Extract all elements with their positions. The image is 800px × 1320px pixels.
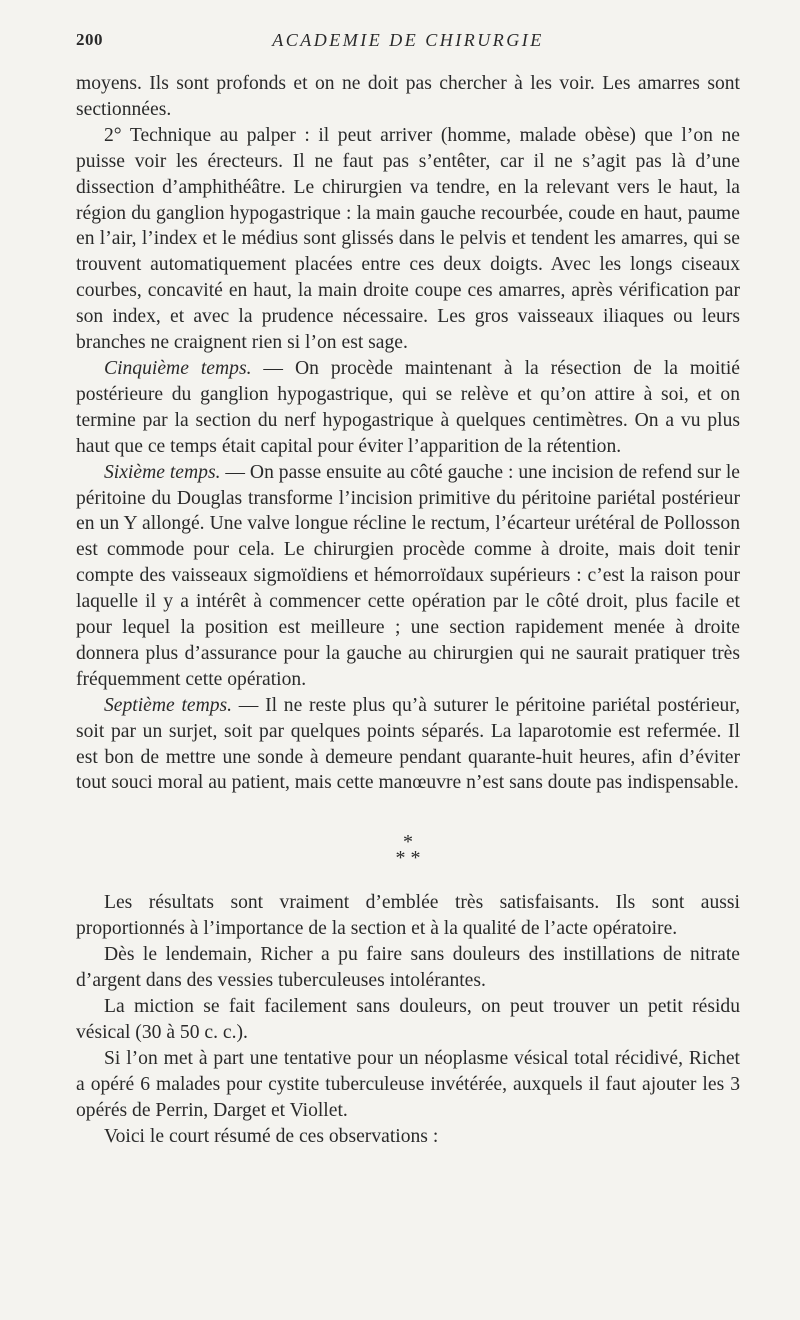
- paragraph: Les résultats sont vraiment d’emblée très satisfaisants. Ils sont aussi proportionnés à l’importance de la section et à la qualité de l’acte opératoire.: [76, 892, 740, 940]
- paragraph-text: 2° Technique au palper : il peut arriver (homme, malade obèse) que l’on ne puisse voir les érecteurs. Il ne faut pas s’entêter, car il ne s’agit pas là d’une dissection d’amphithéâtre. Le chirurgien va tendre, en la relevant vers le haut, la région du ganglion hypogastrique : la main gauche recourbée, coude en haut, paume en l’air, l’index et le médius sont glissés dans le pelvis et tendent les amarres, qui se trouvent automatiquement placées entre ces deux doigts. Avec les longs ciseaux courbes, concavité en haut, la main droite coupe ces amarres, après vérification par son index, et avec la prudence nécessaire. Les gros vaisseaux iliaques ou leurs branches ne craignent rien si l’on est sage.: [76, 124, 740, 354]
- paragraph: [76, 123, 740, 356]
- asterism-bottom: * *: [395, 847, 421, 870]
- section-lead: Cinquième temps.: [104, 357, 252, 379]
- paragraph-text: — On procède maintenant à la résection de la moitié postérieure du ganglion hypogastrique, qui se relève et qu’on attire à soi, et on termine par la section du nerf hypogastrique à quelques centimètres. On a vu plus haut que ce temps était capital pour éviter l’apparition de la rétention.: [76, 357, 740, 457]
- paragraph: La miction se fait facilement sans douleurs, on peut trouver un petit résidu vésical (30 à 50 c. c.).: [76, 996, 740, 1043]
- asterism-top: *: [403, 831, 413, 854]
- running-title: ACADEMIE DE CHIRURGIE: [272, 30, 544, 50]
- paragraph: Voici le court résumé de ces observations :: [104, 1125, 439, 1147]
- paragraph-text: — On passe ensuite au côté gauche : une incision de refend sur le péritoine du Douglas transforme l’incision primitive du péritoine pariétal postérieur en un Y allongé. Une valve longue récline le rectum, l’écarteur urétéral de Pollosson est commode pour cela. Le chirurgien procède comme à droite, mais doit tenir compte des vaisseaux sigmoïdiens et hémorroïdaux supérieurs : c’est la raison pour laquelle il y a intérêt à commencer cette opération par le côté droit, plus facile et pour lequel la position est meilleure ; une section rapidement menée à droite donnera plus d’assurance pour la gauche au chirurgien qui ne saurait pratiquer très fréquemment cette opération.: [76, 461, 740, 690]
- asterism-divider: [76, 831, 740, 870]
- paragraph: [76, 71, 740, 123]
- paragraph-text: — Il ne reste plus qu’à suturer le péritoine pariétal postérieur, soit par un surjet, soit par quelques points séparés. La laparotomie est refermée. Il est bon de mettre une sonde à demeure pendant quarante-huit heures, afin d’éviter tout souci moral au patient, mais cette manœuvre n’est sans doute pas indispensable.: [76, 694, 740, 794]
- page-number: 200: [76, 30, 103, 49]
- page-body: [76, 71, 740, 1149]
- paragraph: Si l’on met à part une tentative pour un néoplasme vésical total récidivé, Richet a opéré 6 malades pour cystite tuberculeuse invétérée, auxquels il faut ajouter les 3 opérés de Perrin, Darget et Viollet.: [76, 1047, 740, 1121]
- paragraph: [76, 460, 740, 693]
- paragraph: [76, 356, 740, 460]
- page-header: [76, 30, 740, 54]
- section-lead: Sixième temps.: [104, 461, 221, 483]
- paragraph: Dès le lendemain, Richer a pu faire sans douleurs des instillations de nitrate d’argent dans des vessies tuberculeuses intolérantes.: [76, 944, 740, 992]
- section-lead: Septième temps.: [104, 694, 233, 716]
- paragraph-text: moyens. Ils sont profonds et on ne doit pas chercher à les voir. Les amarres sont sectionnées.: [76, 73, 740, 120]
- paragraph: [76, 693, 740, 797]
